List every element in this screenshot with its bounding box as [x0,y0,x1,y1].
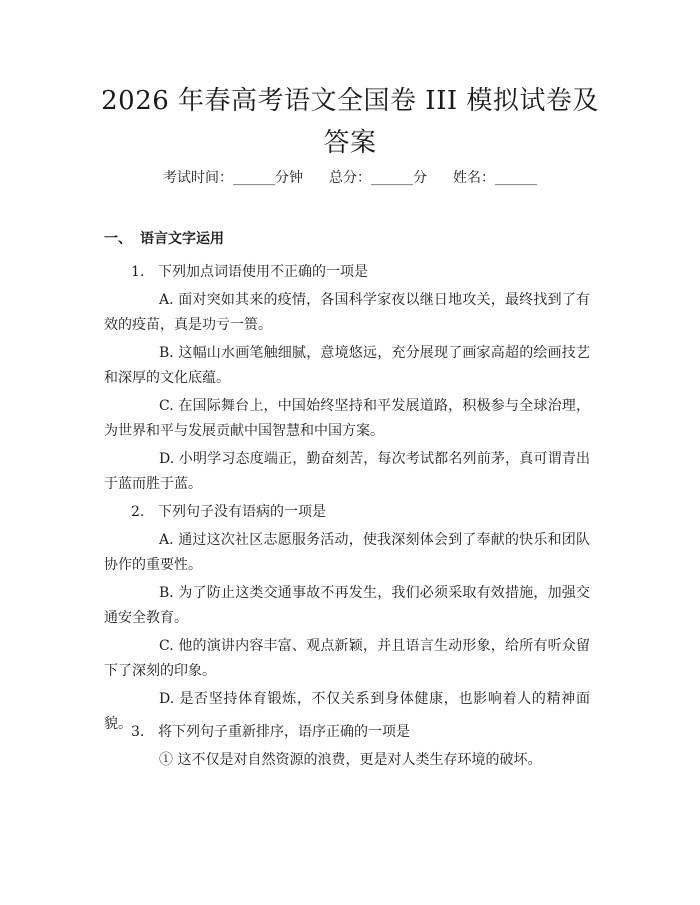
exam-time-field: 考试时间：______分钟 [163,170,303,186]
question-number: 2. [131,504,145,520]
question-stem [131,722,410,742]
answer-option: D. 小明学习态度端正，勤奋刻苦，每次考试都名列前茅，真可谓青出于蓝而胜于蓝。 [104,451,590,492]
answer-option: B. 这幅山水画笔触细腻，意境悠远，充分展现了画家高超的绘画技艺和深厚的文化底蕴。 [104,345,590,386]
question-number: 3. [131,724,145,740]
sentence-item: ① 这不仅是对自然资源的浪费，更是对人类生存环境的破坏。 [159,752,542,768]
answer-option: D. 是否坚持体育锻炼，不仅关系到身体健康，也影响着人的精神面貌。 [104,691,590,732]
student-name-field: 姓名：______ [453,170,537,186]
answer-option: C. 他的演讲内容丰富、观点新颖，并且语言生动形象，给所有听众留下了深刻的印象。 [104,638,590,679]
exam-info-line [100,168,600,188]
section-title: 语言文字运用 [140,231,224,247]
question-stem [131,502,326,522]
question-text: 下列句子没有语病的一项是 [158,504,326,520]
answer-option: B. 为了防止这类交通事故不再发生，我们必须采取有效措施，加强交通安全教育。 [104,585,590,626]
question-text: 下列加点词语使用不正确的一项是 [158,264,368,280]
section-number: 一、 [104,231,132,247]
document-title: 2026 年春高考语文全国卷 III 模拟试卷及答案 [101,86,599,158]
question-text: 将下列句子重新排序，语序正确的一项是 [158,724,410,740]
total-score-field: 总分：______分 [329,170,427,186]
section-heading [104,229,224,249]
answer-option: C. 在国际舞台上，中国始终坚持和平发展道路，积极参与全球治理，为世界和平与发展贡献中国智慧和中国方案。 [104,398,590,439]
question-number: 1. [131,264,145,280]
answer-option: A. 通过这次社区志愿服务活动，使我深刻体会到了奉献的快乐和团队协作的重要性。 [104,532,590,573]
answer-option: A. 面对突如其来的疫情，各国科学家夜以继日地攻关，最终找到了有效的疫苗，真是功亏一篑。 [104,292,590,333]
question-stem [131,262,368,282]
